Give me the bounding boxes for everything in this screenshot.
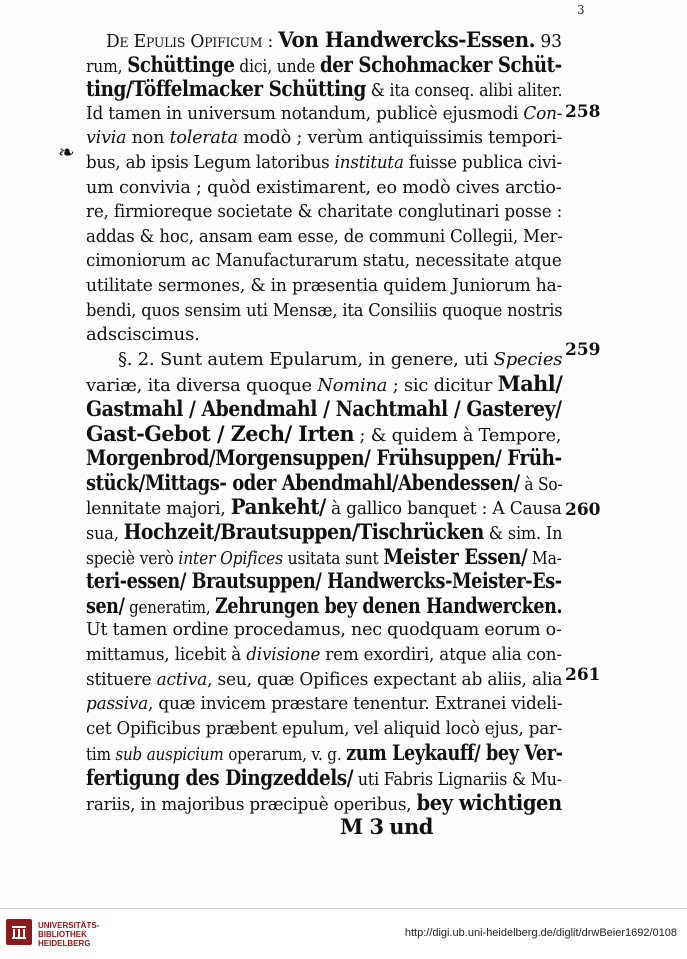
text-run: , quæ invicem præstare tenentur. Extranei videli- bbox=[147, 693, 563, 715]
text-run: modò ; verùm antiquissimis tempori- bbox=[237, 127, 563, 149]
text-line bbox=[86, 594, 562, 620]
text-run: ; sic dicitur bbox=[387, 375, 498, 397]
text-run: rem exordiri, atque alia con- bbox=[320, 644, 562, 665]
text-run: bus, ab ipsis Legum latoribus bbox=[86, 152, 335, 173]
text-run: à gallico banquet : A Causa bbox=[325, 498, 562, 520]
text-line bbox=[86, 741, 562, 767]
italic-run: passiva bbox=[86, 693, 148, 715]
italic-run: vivia bbox=[86, 127, 127, 149]
text-line bbox=[86, 545, 562, 571]
blackletter-run: Meister Essen/ bbox=[383, 543, 528, 569]
text-line bbox=[86, 643, 562, 667]
page-corner-mark: 3 bbox=[577, 3, 585, 17]
blackletter-run: der Schohmacker Schüt- bbox=[320, 51, 562, 77]
footer-bar bbox=[0, 908, 687, 959]
text-run: non bbox=[126, 127, 170, 149]
italic-run: instituta bbox=[334, 152, 404, 173]
text-run: rariis, in majoribus præcipuè operibus, bbox=[86, 793, 417, 815]
blackletter-run: fertigung des Dingzeddels/ bbox=[86, 765, 354, 790]
text-line bbox=[86, 151, 562, 175]
text-run: De Epulis Opificum : bbox=[106, 31, 279, 52]
text-run: um convivia ; quòd existimarent, eo modò cives arctio- bbox=[86, 176, 562, 198]
text-run: à So- bbox=[519, 473, 563, 495]
text-run: bendi, quos sensim uti Mensæ, ita Consiliis quoque nostris bbox=[86, 299, 563, 321]
text-line bbox=[86, 397, 562, 423]
text-run: & sim. In bbox=[483, 523, 563, 544]
italic-run: activa bbox=[156, 668, 208, 690]
library-logo-icon bbox=[6, 919, 32, 945]
text-run: , seu, quæ Opifices expectant ab aliis, alia bbox=[207, 668, 563, 690]
text-line bbox=[86, 102, 562, 126]
blackletter-run: Morgenbrod/Morgensuppen/ Frühsuppen/ Früh- bbox=[86, 445, 562, 471]
text-run: & ita conseq. alibi aliter. bbox=[365, 80, 563, 102]
blackletter-run: M 3 bbox=[340, 814, 384, 840]
blackletter-run: und bbox=[389, 814, 433, 840]
blackletter-run: Gast-Gebot / Zech/ Irten bbox=[86, 420, 355, 446]
text-run: cet Opificibus præbent epulum, vel aliquid locò ejus, par- bbox=[86, 717, 563, 739]
text-line bbox=[86, 668, 562, 692]
text-run: addas & hoc, ansam eam esse, de communi Collegii, Mer- bbox=[86, 225, 563, 247]
text-run: lennitate majori, bbox=[86, 498, 231, 520]
italic-run: divisione bbox=[246, 644, 321, 665]
italic-run: sub auspicium bbox=[115, 744, 224, 766]
blackletter-run: Hochzeit/Brautsuppen/Tischrücken bbox=[123, 519, 484, 544]
text-run: Ma- bbox=[527, 547, 562, 569]
text-line bbox=[118, 348, 562, 372]
text-line bbox=[86, 692, 562, 716]
text-run: Id tamen in universum notandum, publicè ejusmodi bbox=[86, 102, 524, 124]
text-run: usitata sunt bbox=[282, 547, 384, 569]
text-line bbox=[340, 815, 433, 841]
text-run: uti Fabris Lignariis & Mu- bbox=[353, 769, 562, 790]
blackletter-run: ting/Töffelmacker Schütting bbox=[86, 76, 366, 102]
text-line bbox=[86, 126, 562, 150]
text-run: tim bbox=[86, 744, 116, 766]
italic-run: Species bbox=[493, 348, 563, 370]
text-run: cimoniorum ac Manufacturarum statu, necessitate atque bbox=[86, 250, 562, 272]
blackletter-run: Pankeht/ bbox=[230, 494, 326, 520]
italic-run: inter Opifices bbox=[178, 547, 283, 569]
margin-number: 259 bbox=[565, 340, 601, 360]
text-line bbox=[86, 53, 562, 79]
text-line bbox=[86, 225, 563, 249]
text-run: 93 bbox=[535, 31, 562, 52]
italic-run: Con- bbox=[523, 102, 563, 124]
text-line bbox=[86, 422, 561, 448]
text-line bbox=[86, 446, 562, 472]
margin-number: 258 bbox=[565, 102, 601, 122]
blackletter-run: bey wichtigen bbox=[416, 789, 562, 815]
text-line bbox=[86, 618, 562, 642]
text-line bbox=[86, 77, 562, 103]
margin-number: 261 bbox=[565, 665, 601, 685]
text-run: sua, bbox=[86, 523, 124, 544]
text-run: Ut tamen ordine procedamus, nec quodquam eorum o- bbox=[86, 619, 562, 641]
text-run: §. 2. Sunt autem Epularum, in genere, uti bbox=[118, 348, 494, 370]
text-run: rum, bbox=[86, 55, 128, 77]
italic-run: Nomina bbox=[317, 375, 388, 397]
text-line bbox=[86, 471, 563, 497]
text-run: variæ, ita diversa quoque bbox=[86, 375, 318, 397]
blackletter-run: teri-essen/ Brautsuppen/ Handwercks-Meister-Es- bbox=[86, 568, 562, 594]
source-url-link[interactable]: http://digi.ub.uni-heidelberg.de/diglit/drwBeier1692/0108 bbox=[404, 927, 677, 939]
italic-run: tolerata bbox=[169, 127, 238, 149]
text-run: adsciscimus. bbox=[86, 324, 200, 346]
blackletter-run: Gastmahl / Abendmahl / Nachtmahl / Gasterey/ bbox=[86, 396, 562, 421]
text-line bbox=[86, 299, 562, 323]
blackletter-run: Mahl/ bbox=[497, 371, 563, 397]
text-line bbox=[86, 200, 562, 224]
blackletter-run: Von Handwercks-Essen. bbox=[278, 27, 536, 52]
text-line bbox=[86, 766, 562, 792]
text-run: speciè verò bbox=[86, 547, 179, 569]
blackletter-run: sen/ bbox=[86, 592, 125, 618]
text-line bbox=[86, 791, 562, 817]
ink-mark: ❧ bbox=[58, 140, 75, 164]
blackletter-run: zum Leykauff/ bey Ver- bbox=[346, 740, 563, 766]
library-name: UNIVERSITÄTS- BIBLIOTHEK HEIDELBERG bbox=[38, 921, 100, 948]
text-run: fuisse publica civi- bbox=[403, 152, 562, 173]
text-line bbox=[86, 520, 562, 546]
text-run: stituere bbox=[86, 668, 157, 690]
text-run: mittamus, licebit à bbox=[86, 644, 247, 665]
margin-number: 260 bbox=[565, 500, 601, 520]
text-line bbox=[86, 372, 562, 398]
text-run: utilitate sermones, & in præsentia quidem Juniorum ha- bbox=[86, 275, 563, 296]
text-run: generatim, bbox=[124, 596, 216, 618]
text-run: ; & quidem à Tempore, bbox=[354, 424, 562, 446]
text-line bbox=[86, 323, 200, 347]
text-line bbox=[86, 569, 562, 595]
text-line bbox=[86, 495, 562, 521]
text-line bbox=[86, 274, 562, 298]
text-run: operarum, v. g. bbox=[223, 744, 347, 766]
text-run: re, firmioreque societate & charitate conglutinari posse : bbox=[86, 201, 563, 223]
blackletter-run: Schüttinge bbox=[127, 51, 235, 77]
text-line bbox=[86, 717, 562, 741]
text-line bbox=[106, 28, 562, 54]
blackletter-run: stück/Mittags- oder Abendmahl/Abendessen/ bbox=[86, 469, 520, 495]
text-line bbox=[86, 176, 561, 200]
blackletter-run: Zehrungen bey denen Handwercken. bbox=[215, 592, 563, 618]
text-line bbox=[86, 249, 562, 273]
text-run: dici, unde bbox=[234, 55, 321, 77]
